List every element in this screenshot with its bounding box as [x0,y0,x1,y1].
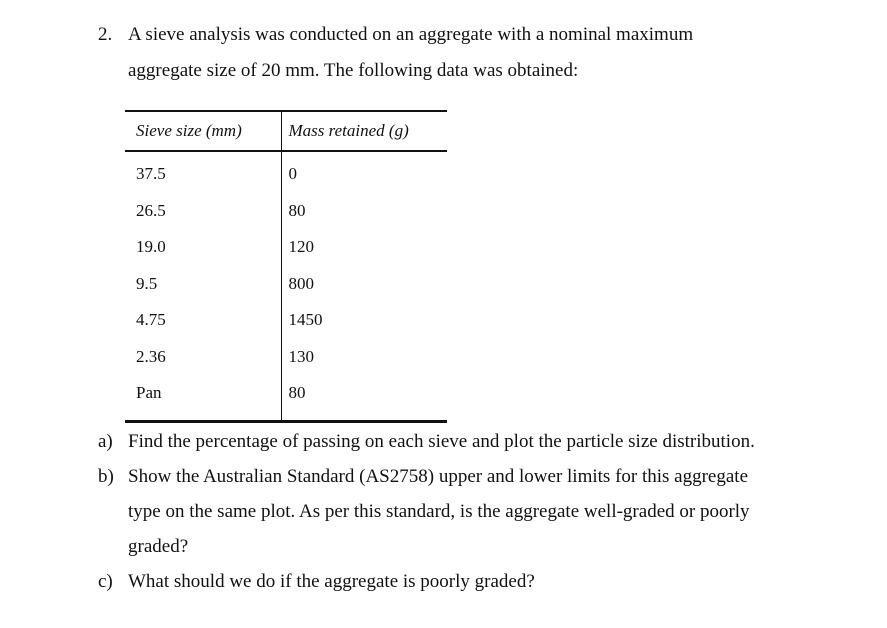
table-row [125,375,447,421]
mass-retained-cell: 80 [281,375,447,421]
sieve-size-cell: 19.0 [136,237,166,257]
mass-retained-cell: 0 [281,151,447,193]
sieve-size-cell: 26.5 [136,200,166,220]
sieve-data-table [125,110,447,423]
sub-question-label: b) [98,466,114,487]
table-row [125,151,447,193]
sieve-size-cell: 37.5 [136,164,166,184]
sub-question-text: type on the same plot. As per this standard, is the aggregate well-graded or poorly [128,501,750,522]
table-header-row [125,111,447,151]
table-row [125,339,447,376]
sieve-size-cell: 9.5 [136,273,158,293]
table-row [125,229,447,266]
header-mass-retained: Mass retained (g) [281,111,447,151]
table-row [125,302,447,339]
table-row [125,266,447,303]
sieve-size-cell: Pan [125,375,281,421]
sub-question-label: c) [98,571,113,592]
question-text-line-1: A sieve analysis was conducted on an aggregate with a nominal maximum [128,24,694,45]
mass-retained-cell: 1450 [281,302,447,339]
mass-retained-cell: 130 [281,339,447,376]
sieve-size-cell: 2.36 [136,346,166,366]
sub-question-text: graded? [128,536,189,557]
mass-retained-cell: 120 [281,229,447,266]
question-text-line-2: aggregate size of 20 mm. The following data was obtained: [128,60,579,81]
sub-question-label: a) [98,431,113,452]
mass-retained-cell: 80 [281,193,447,230]
sub-question-text: What should we do if the aggregate is poorly graded? [128,571,535,592]
sub-question-text: Show the Australian Standard (AS2758) upper and lower limits for this aggregate [128,466,749,487]
question-number: 2. [98,24,113,45]
mass-retained-cell: 800 [281,266,447,303]
sub-question-text: Find the percentage of passing on each sieve and plot the particle size distribution. [128,431,755,452]
header-sieve-size: Sieve size (mm) [125,111,281,151]
table-row [125,193,447,230]
sieve-size-cell: 4.75 [136,310,166,330]
